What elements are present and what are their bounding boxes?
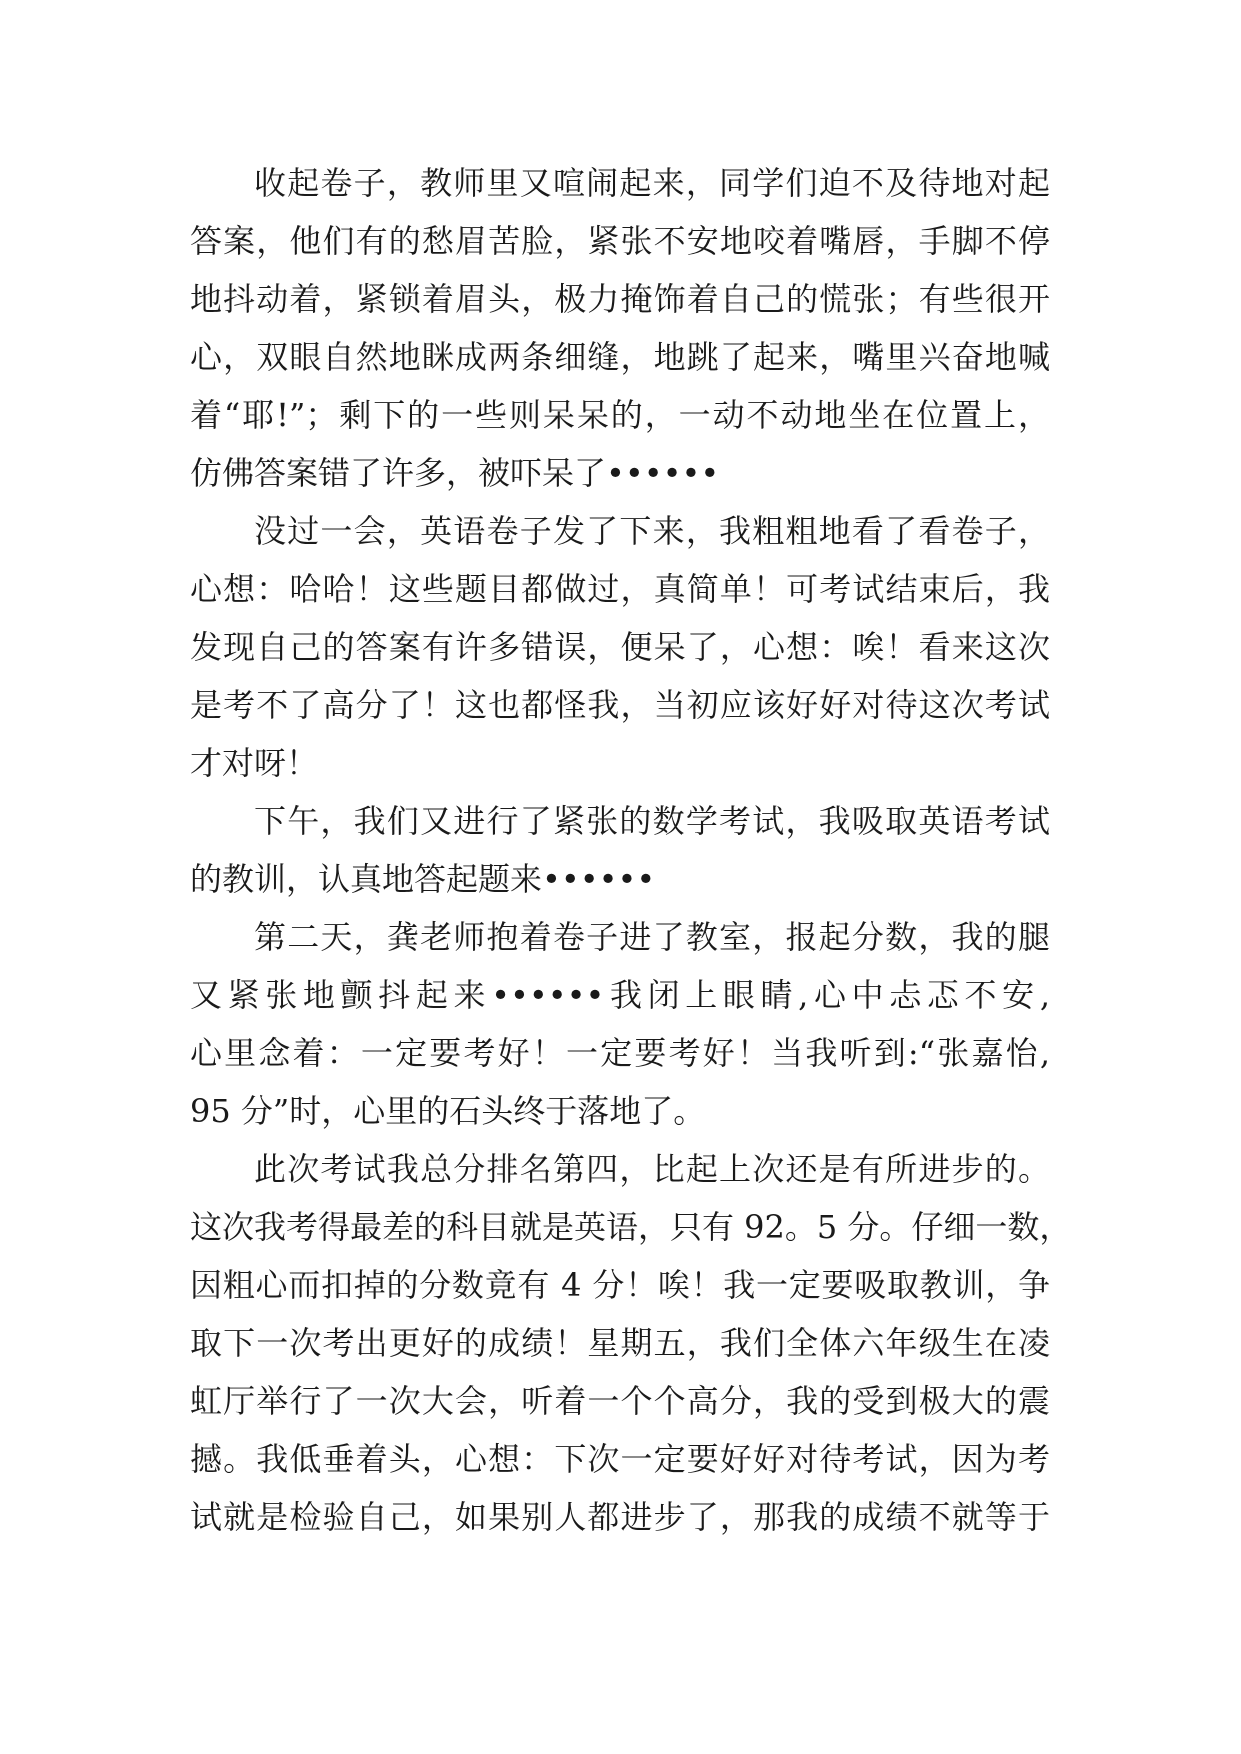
text-line: 这次我考得最差的科目就是英语，只有 92。5 分。仔细一数， [190, 1208, 1072, 1246]
text-line: 心，双眼自然地眯成两条细缝，地跳了起来，嘴里兴奋地喊 [190, 338, 1050, 376]
text-line: 因粗心而扣掉的分数竟有 4 分！唉！我一定要吸取教训，争 [190, 1266, 1050, 1304]
text-line: 下午，我们又进行了紧张的数学考试，我吸取英语考试 [254, 802, 1050, 840]
text-line: 着“耶!”；剩下的一些则呆呆的，一动不动地坐在位置上， [190, 396, 1050, 434]
text-line: 心想：哈哈！这些题目都做过，真简单！可考试结束后，我 [190, 570, 1050, 608]
text-line: 收起卷子，教师里又喧闹起来，同学们迫不及待地对起 [254, 164, 1050, 202]
text-line: 95 分”时，心里的石头终于落地了。 [190, 1092, 706, 1130]
text-line: 此次考试我总分排名第四，比起上次还是有所进步的。 [254, 1150, 1050, 1188]
text-line: 第二天，龚老师抱着卷子进了教室，报起分数，我的腿 [254, 918, 1050, 956]
text-line: 试就是检验自己，如果别人都进步了，那我的成绩不就等于 [190, 1498, 1050, 1536]
text-line: 的教训，认真地答起题来•••••• [190, 860, 656, 898]
essay-body [190, 154, 1072, 1546]
text-line: 撼。我低垂着头，心想：下次一定要好好对待考试，因为考 [190, 1440, 1050, 1478]
text-line: 是考不了高分了！这也都怪我，当初应该好好对待这次考试 [190, 686, 1050, 724]
text-line: 仿佛答案错了许多，被吓呆了•••••• [190, 454, 720, 492]
text-line: 才对呀！ [190, 744, 319, 782]
text-line: 虹厅举行了一次大会，听着一个个高分，我的受到极大的震 [190, 1382, 1050, 1420]
text-line: 发现自己的答案有许多错误，便呆了，心想：唉！看来这次 [190, 628, 1050, 666]
text-line: 答案，他们有的愁眉苦脸，紧张不安地咬着嘴唇，手脚不停 [190, 222, 1050, 260]
text-line: 地抖动着，紧锁着眉头，极力掩饰着自己的慌张；有些很开 [190, 280, 1050, 318]
text-line: 心里念着：一定要考好！一定要考好！当我听到:“张嘉怡, [190, 1034, 1050, 1072]
text-line: 没过一会，英语卷子发了下来，我粗粗地看了看卷子， [254, 512, 1050, 550]
text-line: 取下一次考出更好的成绩！星期五，我们全体六年级生在凌 [190, 1324, 1050, 1362]
text-line: 又紧张地颤抖起来••••••我闭上眼睛,心中忐忑不安, [190, 976, 1050, 1014]
